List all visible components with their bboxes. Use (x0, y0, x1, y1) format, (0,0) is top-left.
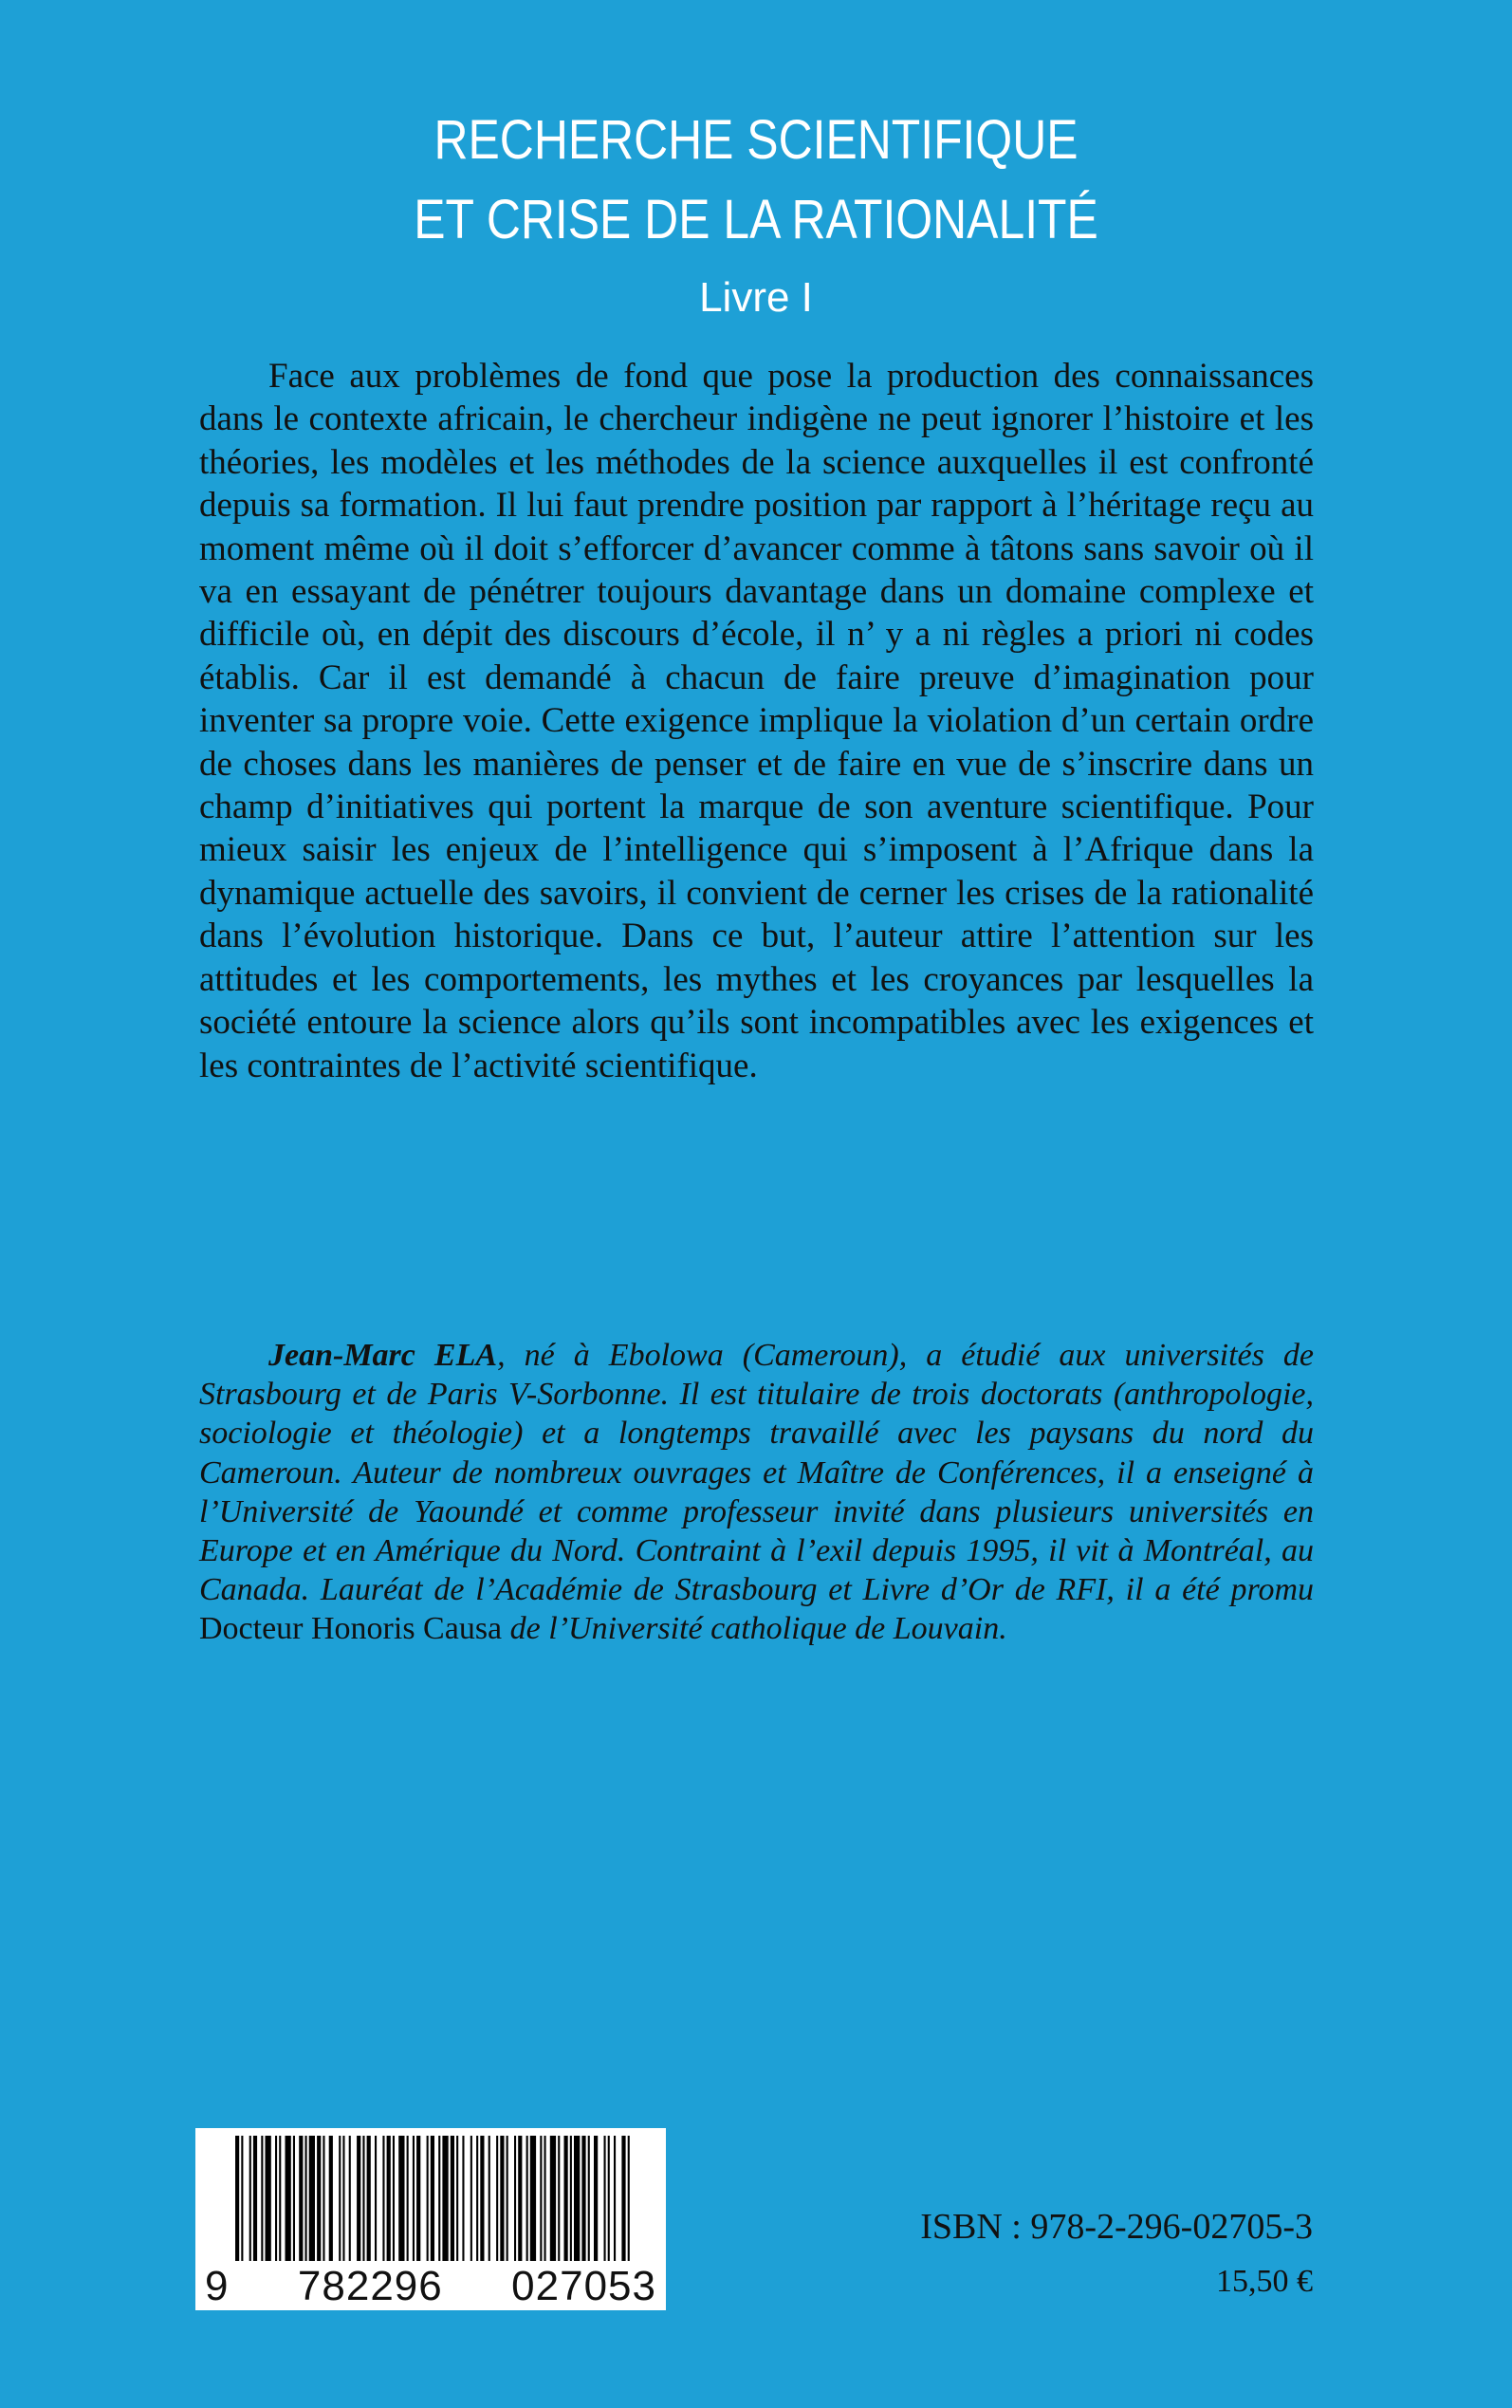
barcode-bar (416, 2136, 420, 2261)
author-bio-text: , né à Ebolowa (Cameroun), a étudié aux universités de Strasbourg et de Paris V-Sorbonne. Il est titulaire de trois doctorats (anthropologie, sociologie et théologie) et a longtemps travaillé avec les paysans du nord du Cameroun. Auteur de nombreux ouvrages et Maître de Conférences, il a enseigné à l’Université de Yaoundé et comme professeur invité dans plusieurs universités en Europe et en Amérique du Nord. Contraint à l’exil depuis 1995, il vit à Montréal, au Canada. Lauréat de l’Académie de Strasbourg et Livre d’Or de RFI, il a été promu (199, 1338, 1315, 1608)
author-biography (199, 1336, 1314, 1649)
barcode-bar (558, 2136, 560, 2261)
barcode-bar (249, 2136, 251, 2261)
barcode-bar (357, 2136, 360, 2261)
author-bio-honoris: Docteur Honoris Causa (199, 1611, 503, 1647)
barcode-digit-group: 782296 (297, 2263, 443, 2309)
barcode-bar (427, 2136, 429, 2261)
barcode-bar (550, 2136, 556, 2261)
barcode-bar (574, 2136, 580, 2261)
barcode-bar (588, 2136, 590, 2261)
barcode-bar (544, 2136, 546, 2261)
barcode-bar (382, 2136, 384, 2261)
barcode-bar (518, 2136, 522, 2261)
barcode-bar (293, 2136, 295, 2261)
barcode-bar (476, 2136, 478, 2261)
barcode-bar (413, 2136, 415, 2261)
barcode-bar (608, 2136, 610, 2261)
isbn-barcode (195, 2128, 666, 2310)
barcode-bar (621, 2136, 625, 2261)
barcode-bar (275, 2136, 277, 2261)
book-volume-label: Livre I (699, 274, 813, 321)
barcode-bar (431, 2136, 434, 2261)
barcode-bar (496, 2136, 498, 2261)
barcode-bar (241, 2136, 243, 2261)
barcode-bar (604, 2136, 606, 2261)
barcode-bar (442, 2136, 448, 2261)
barcode-bar (286, 2136, 291, 2261)
barcode-bar (367, 2136, 371, 2261)
barcode-bar (235, 2136, 239, 2261)
barcode-bar (628, 2136, 630, 2261)
barcode-bar (329, 2136, 333, 2261)
barcode-bar (500, 2136, 504, 2261)
barcode-bar (375, 2136, 377, 2261)
barcode-bar (581, 2136, 585, 2261)
author-bio-text-end: de l’Université catholique de Louvain. (502, 1611, 1007, 1647)
barcode-bar (279, 2136, 281, 2261)
barcode-bar (456, 2136, 458, 2261)
barcode-bar (266, 2136, 271, 2261)
author-name: Jean-Marc ELA (268, 1338, 498, 1373)
barcode-bar (309, 2136, 315, 2261)
barcode-bar (387, 2136, 391, 2261)
barcode-bar (438, 2136, 440, 2261)
barcode-bar (507, 2136, 508, 2261)
barcode-bar (540, 2136, 542, 2261)
barcode-bar (514, 2136, 516, 2261)
barcode-bar (564, 2136, 568, 2261)
barcode-digit-group: 9 (205, 2263, 230, 2309)
barcode-bar (530, 2136, 536, 2261)
barcode-bar (305, 2136, 307, 2261)
barcode-bar (349, 2136, 351, 2261)
barcode-bar (253, 2136, 257, 2261)
barcode-bar (342, 2136, 344, 2261)
barcode-bar (407, 2136, 409, 2261)
barcode-bar (614, 2136, 616, 2261)
barcode-bar (570, 2136, 572, 2261)
barcode-bar (299, 2136, 303, 2261)
book-summary: Face aux problèmes de fond que pose la production des connaissances dans le contexte africain, le chercheur indigène ne peut ignorer l’histoire et les théories, les modèles et les méthodes de la science auxquelles il est confronté depuis sa formation. Il lui faut prendre position par rapport à l’héritage reçu au moment même où il doit s’efforcer d’avancer comme à tâtons sans savoir où il va en essayant de pénétrer toujours davantage dans un domaine complexe et difficile où, en dépit des discours d’école, il n’ y a ni règles a priori ni codes établis. Car il est demandé à chacun de faire preuve d’imagination pour inventer sa propre voie. Cette exigence implique la violation d’un certain ordre de choses dans les manières de penser et de faire en vue de s’inscrire dans un champ d’initiatives qui portent la marque de son aventure scientifique. Pour mieux saisir les enjeux de l’intelligence qui s’imposent à l’Afrique dans la dynamique actuelle des savoirs, il convient de cerner les crises de la rationalité dans l’évolution historique. Dans ce but, l’auteur attire l’attention sur les attitudes et les comportements, les mythes et les croyances par lesquelles la société entoure la science alors qu’ils sont incompatibles avec les exigences et les contraintes de l’activité scientifique. (199, 357, 1314, 1085)
barcode-bar (526, 2136, 528, 2261)
isbn-number: ISBN : 978-2-296-02705-3 (920, 2207, 1313, 2247)
barcode-bar (261, 2136, 263, 2261)
barcode-bar (398, 2136, 404, 2261)
barcode-bar (339, 2136, 341, 2261)
barcode-bar (489, 2136, 490, 2261)
barcode-bar (362, 2136, 364, 2261)
barcode-digits (195, 2265, 666, 2308)
barcode-bar (317, 2136, 321, 2261)
price-label: 15,50 € (1216, 2264, 1313, 2299)
barcode-bar (393, 2136, 395, 2261)
barcode-bar (323, 2136, 324, 2261)
barcode-bar (470, 2136, 472, 2261)
barcode-bars (195, 2128, 666, 2270)
barcode-bar (462, 2136, 464, 2261)
barcode-bar (594, 2136, 598, 2261)
book-title-line-1: RECHERCHE SCIENTIFIQUE (433, 109, 1079, 171)
barcode-bar (451, 2136, 454, 2261)
barcode-bar (480, 2136, 484, 2261)
barcode-digit-group: 027053 (511, 2263, 656, 2309)
book-title-line-2: ET CRISE DE LA RATIONALITÉ (414, 189, 1098, 250)
